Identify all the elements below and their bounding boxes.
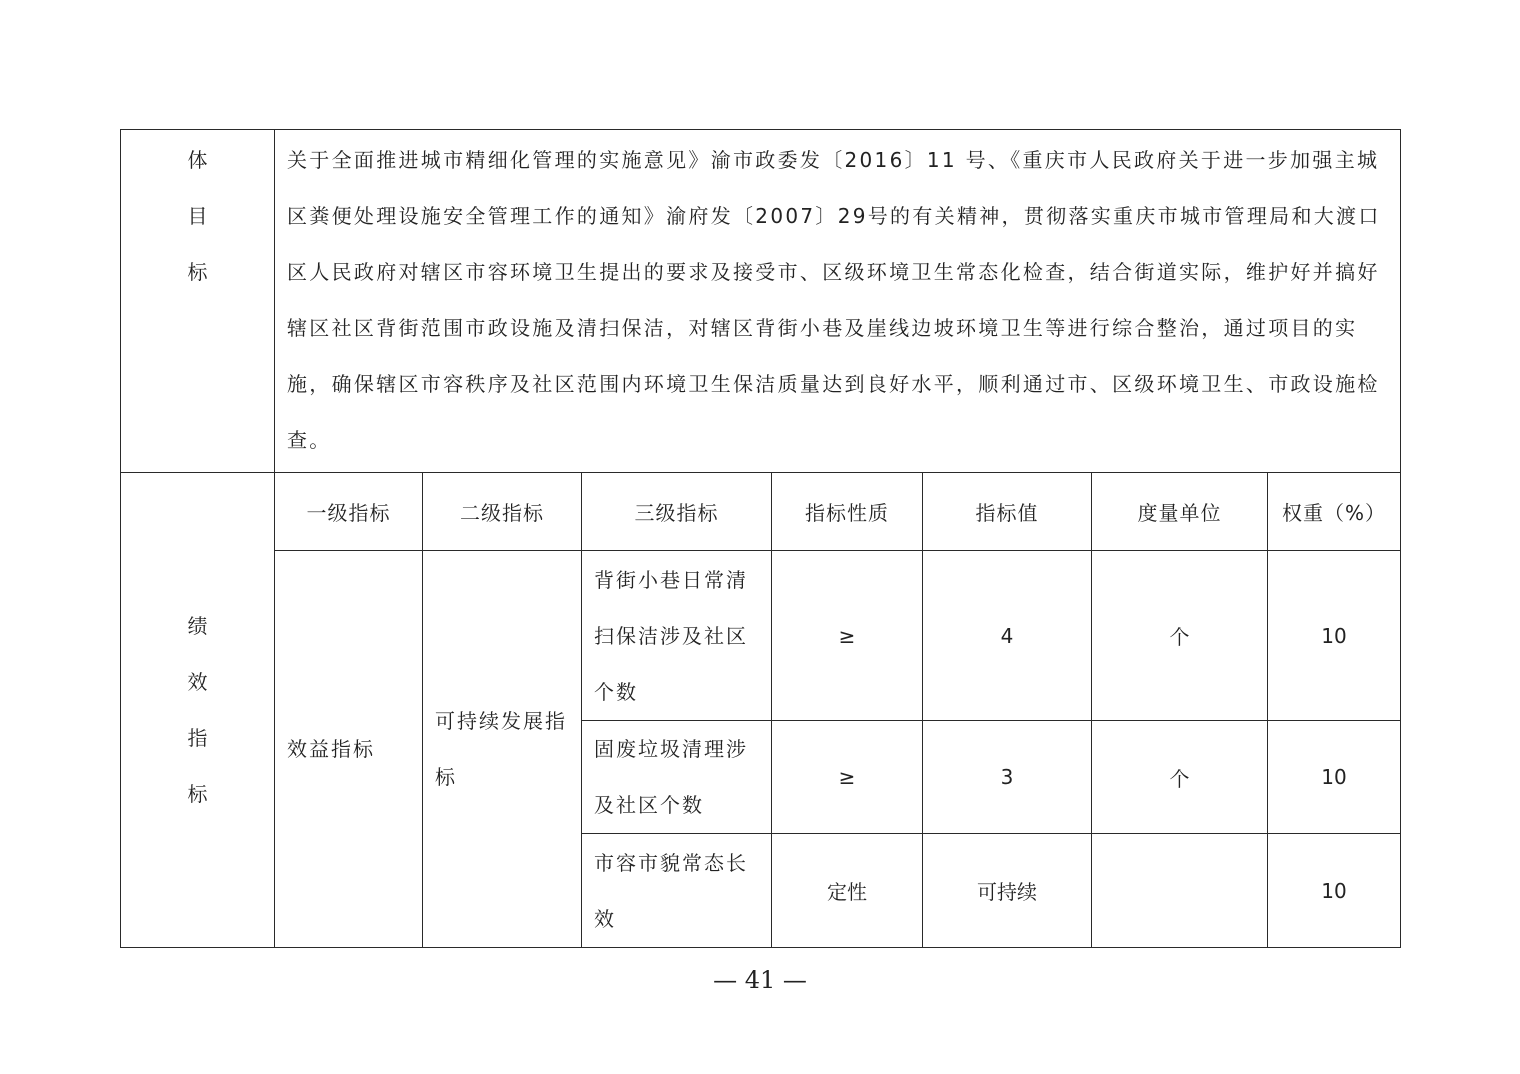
weight-cell: 10 <box>1268 721 1401 834</box>
unit-cell <box>1092 834 1268 948</box>
label-char: 目 <box>187 204 208 228</box>
label-char: 指 <box>187 726 208 750</box>
label-char: 体 <box>187 148 208 172</box>
header-weight: 权重（%） <box>1268 473 1401 551</box>
unit-cell: 个 <box>1092 721 1268 834</box>
level2-cell: 可持续发展指标 <box>423 551 582 948</box>
label-char: 绩 <box>187 614 208 638</box>
unit-cell: 个 <box>1092 551 1268 721</box>
nature-cell: ≥ <box>772 721 923 834</box>
nature-cell: 定性 <box>772 834 923 948</box>
level3-cell: 背街小巷日常清扫保洁涉及社区个数 <box>582 551 772 721</box>
level3-cell: 市容市貌常态长效 <box>582 834 772 948</box>
header-value: 指标值 <box>923 473 1092 551</box>
indicators-section-label <box>121 473 275 948</box>
header-nature: 指标性质 <box>772 473 923 551</box>
page-number: — 41 — <box>713 966 807 994</box>
target-description: 关于全面推进城市精细化管理的实施意见》渝市政委发〔2016〕11 号、《重庆市人民政府关于进一步加强主城区粪便处理设施安全管理工作的通知》渝府发〔2007〕29号的有关精神，贯彻落实重庆市城市管理局和大渡口区人民政府对辖区市容环境卫生提出的要求及接受市、区级环境卫生常态化检查，结合街道实际，维护好并搞好辖区社区背街范围市政设施及清扫保洁，对辖区背街小巷及崖线边坡环境卫生等进行综合整治，通过项目的实施，确保辖区市容秩序及社区范围内环境卫生保洁质量达到良好水平，顺利通过市、区级环境卫生、市政设施检查。 <box>275 130 1401 473</box>
label-char: 标 <box>187 260 208 284</box>
target-section-label <box>121 130 275 473</box>
nature-cell: ≥ <box>772 551 923 721</box>
level3-cell: 固废垃圾清理涉及社区个数 <box>582 721 772 834</box>
header-unit: 度量单位 <box>1092 473 1268 551</box>
header-level2: 二级指标 <box>423 473 582 551</box>
level1-cell: 效益指标 <box>275 551 423 948</box>
weight-cell: 10 <box>1268 551 1401 721</box>
header-level1: 一级指标 <box>275 473 423 551</box>
label-char: 标 <box>187 782 208 806</box>
value-cell: 可持续 <box>923 834 1092 948</box>
value-cell: 4 <box>923 551 1092 721</box>
header-level3: 三级指标 <box>582 473 772 551</box>
table-row <box>121 551 1401 721</box>
label-char: 效 <box>187 670 208 694</box>
performance-goal-table <box>120 129 1401 948</box>
weight-cell: 10 <box>1268 834 1401 948</box>
value-cell: 3 <box>923 721 1092 834</box>
